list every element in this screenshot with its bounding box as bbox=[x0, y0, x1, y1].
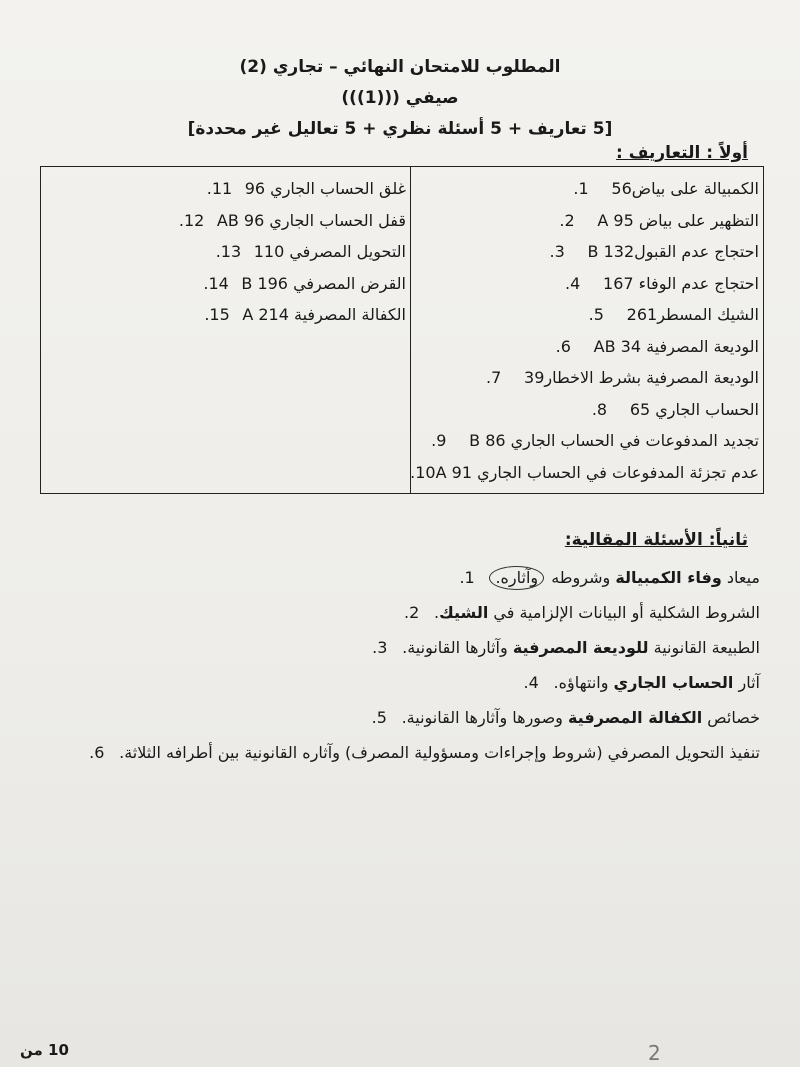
exam-header bbox=[0, 52, 800, 145]
circled-word: وآثاره. bbox=[489, 566, 544, 590]
question-number: 4. bbox=[523, 673, 539, 692]
question-body bbox=[119, 743, 760, 762]
definition-item bbox=[411, 331, 763, 363]
definition-item bbox=[411, 425, 763, 457]
question-text: . bbox=[434, 603, 440, 622]
header-title: المطلوب للامتحان النهائي – تجاري (2) bbox=[239, 57, 561, 77]
definition-number: 1. bbox=[573, 179, 589, 199]
definition-text: قفل الحساب الجاري 96 AB bbox=[216, 210, 406, 230]
definition-number: 8. bbox=[591, 399, 608, 419]
definition-item bbox=[411, 299, 763, 331]
definition-number: 4. bbox=[565, 273, 581, 293]
essay-question bbox=[40, 560, 760, 595]
question-text: الشروط الشكلية أو البيانات الإلزامية في bbox=[488, 603, 760, 622]
definition-text: الكفالة المصرفية 214 A bbox=[242, 305, 406, 325]
definition-item bbox=[411, 457, 763, 489]
essay-question bbox=[40, 735, 760, 770]
question-number: 5. bbox=[371, 708, 387, 727]
definition-text: احتجاج عدم الوفاء 167 bbox=[603, 273, 759, 293]
question-body bbox=[402, 638, 760, 657]
definition-item bbox=[411, 173, 763, 205]
definition-text: القرض المصرفي 196 B bbox=[241, 273, 406, 293]
definition-text: عدم تجزئة المدفوعات في الحساب الجاري 91 A bbox=[435, 462, 759, 482]
definition-number: 6. bbox=[555, 336, 571, 356]
definition-item bbox=[41, 236, 410, 268]
definition-item bbox=[411, 394, 763, 426]
question-number: 3. bbox=[372, 638, 388, 657]
question-text: وصورها وآثارها القانونية. bbox=[401, 708, 568, 727]
essay-title: ثانياً: الأسئلة المقالية: bbox=[564, 530, 748, 550]
question-body bbox=[554, 673, 760, 692]
question-keyword: الكفالة المصرفية bbox=[567, 708, 703, 727]
definition-item bbox=[41, 205, 410, 237]
definitions-column-right bbox=[410, 167, 763, 493]
question-text: آثار bbox=[733, 673, 760, 692]
definition-number: 3. bbox=[549, 242, 565, 262]
question-number: 2. bbox=[404, 603, 420, 622]
question-text: ميعاد bbox=[721, 567, 760, 587]
definition-text: الشيك المسطر261 bbox=[626, 305, 759, 325]
question-body bbox=[402, 708, 760, 727]
essay-question bbox=[40, 665, 760, 700]
definition-item bbox=[411, 268, 763, 300]
definition-text: تجديد المدفوعات في الحساب الجاري 86 B bbox=[469, 431, 759, 451]
definition-text: غلق الحساب الجاري 96 bbox=[244, 179, 406, 199]
essay-question bbox=[40, 595, 760, 630]
definition-item bbox=[411, 205, 763, 237]
question-text: خصائص bbox=[702, 708, 760, 727]
question-body bbox=[434, 603, 760, 622]
question-keyword: الحساب الجاري bbox=[613, 673, 734, 692]
definition-text: الكمبيالة على بياض56 bbox=[611, 179, 759, 199]
definition-text: الوديعة المصرفية 34 AB bbox=[593, 336, 759, 356]
definition-number: 10. bbox=[410, 462, 436, 482]
question-keyword: وفاء الكمبيالة bbox=[615, 567, 722, 587]
question-number: 6. bbox=[89, 743, 105, 762]
definition-text: التحويل المصرفي 110 bbox=[253, 242, 406, 262]
pencil-mark: 2 bbox=[648, 1041, 661, 1065]
header-breakdown: [5 تعاريف + 5 أسئلة نظري + 5 تعاليل غير محددة] bbox=[187, 119, 613, 139]
definition-text: الحساب الجاري 65 bbox=[629, 399, 759, 419]
definitions-column-left bbox=[41, 167, 410, 493]
definition-item bbox=[41, 268, 410, 300]
definition-number: 13. bbox=[215, 242, 242, 262]
question-body bbox=[489, 566, 760, 590]
definition-number: 11. bbox=[206, 179, 233, 199]
question-number: 1. bbox=[459, 568, 475, 587]
essay-question bbox=[40, 630, 760, 665]
definition-number: 2. bbox=[559, 210, 575, 230]
definition-text: الوديعة المصرفية بشرط الاخطار39 bbox=[524, 368, 759, 388]
question-text: تنفيذ التحويل المصرفي (شروط وإجراءات ومسؤولية المصرف) وآثاره القانونية بين أطرافه الثلاثة. bbox=[119, 743, 760, 762]
definition-number: 9. bbox=[431, 431, 447, 451]
question-text: وشروطه bbox=[546, 567, 616, 587]
definition-number: 5. bbox=[588, 305, 604, 325]
definition-number: 12. bbox=[178, 210, 205, 230]
definition-item bbox=[41, 173, 410, 205]
question-keyword: الشيك bbox=[439, 603, 489, 622]
definition-number: 15. bbox=[204, 305, 230, 325]
question-text: وآثارها القانونية. bbox=[402, 638, 513, 657]
definition-text: التظهير على بياض 95 A bbox=[597, 210, 759, 230]
header-term: صيفي (((1))) bbox=[341, 88, 459, 108]
page-number: 10 من bbox=[20, 1041, 69, 1059]
definition-text: احتجاج عدم القبول132 B bbox=[587, 242, 759, 262]
definition-number: 7. bbox=[486, 368, 502, 388]
definition-number: 14. bbox=[203, 273, 229, 293]
question-text: الطبيعة القانونية bbox=[648, 638, 760, 657]
definitions-table bbox=[40, 166, 764, 494]
definitions-title: أولاً : التعاريف : bbox=[616, 143, 748, 163]
definition-item bbox=[411, 236, 763, 268]
definition-item bbox=[411, 362, 763, 394]
essay-questions-list bbox=[40, 560, 760, 770]
definition-item bbox=[41, 299, 410, 331]
question-text: وانتهاؤه. bbox=[553, 673, 614, 692]
question-keyword: للوديعة المصرفية bbox=[512, 638, 649, 657]
essay-question bbox=[40, 700, 760, 735]
